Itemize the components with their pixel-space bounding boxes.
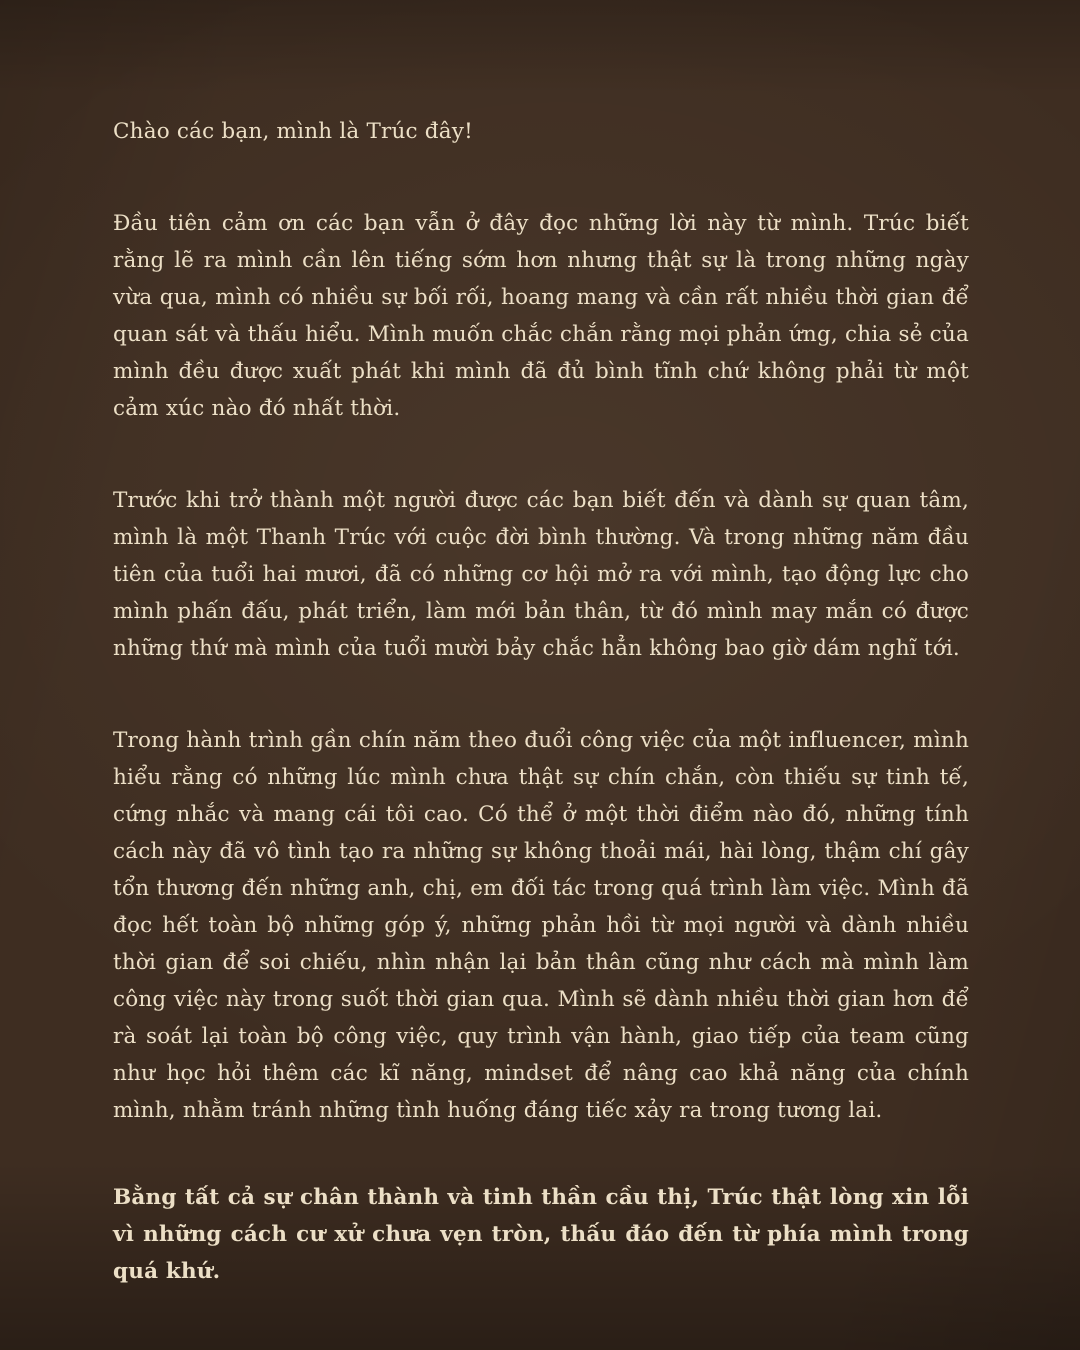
letter-paragraph-1: Đầu tiên cảm ơn các bạn vẫn ở đây đọc những lời này từ mình. Trúc biết rằng lẽ ra mình cần lên tiếng sớm hơn nhưng thật sự là trong những ngày vừa qua, mình có nhiều sự bối rối, hoang mang và cần rất nhiều thời gian để quan sát và thấu hiểu. Mình muốn chắc chắn rằng mọi phản ứng, chia sẻ của mình đều được xuất phát khi mình đã đủ bình tĩnh chứ không phải từ một cảm xúc nào đó nhất thời. — [113, 211, 969, 421]
letter-greeting: Chào các bạn, mình là Trúc đây! — [113, 119, 473, 144]
letter-paragraph-2: Trước khi trở thành một người được các bạn biết đến và dành sự quan tâm, mình là một Thanh Trúc với cuộc đời bình thường. Và trong những năm đầu tiên của tuổi hai mươi, đã có những cơ hội mở ra với mình, tạo động lực cho mình phấn đấu, phát triển, làm mới bản thân, từ đó mình may mắn có được những thứ mà mình của tuổi mười bảy chắc hẳn không bao giờ dám nghĩ tới. — [113, 488, 969, 661]
letter-closing-apology: Bằng tất cả sự chân thành và tinh thần cầu thị, Trúc thật lòng xin lỗi vì những cách cư xử chưa vẹn tròn, thấu đáo đến từ phía mình trong quá khứ. — [113, 1185, 969, 1284]
apology-letter — [113, 113, 969, 1290]
letter-paragraph-3: Trong hành trình gần chín năm theo đuổi công việc của một influencer, mình hiểu rằng có những lúc mình chưa thật sự chín chắn, còn thiếu sự tinh tế, cứng nhắc và mang cái tôi cao. Có thể ở một thời điểm nào đó, những tính cách này đã vô tình tạo ra những sự không thoải mái, hài lòng, thậm chí gây tổn thương đến những anh, chị, em đối tác trong quá trình làm việc. Mình đã đọc hết toàn bộ những góp ý, những phản hồi từ mọi người và dành nhiều thời gian để soi chiếu, nhìn nhận lại bản thân cũng như cách mà mình làm công việc này trong suốt thời gian qua. Mình sẽ dành nhiều thời gian hơn để rà soát lại toàn bộ công việc, quy trình vận hành, giao tiếp của team cũng như học hỏi thêm các kĩ năng, mindset để nâng cao khả năng của chính mình, nhằm tránh những tình huống đáng tiếc xảy ra trong tương lai. — [113, 728, 969, 1123]
